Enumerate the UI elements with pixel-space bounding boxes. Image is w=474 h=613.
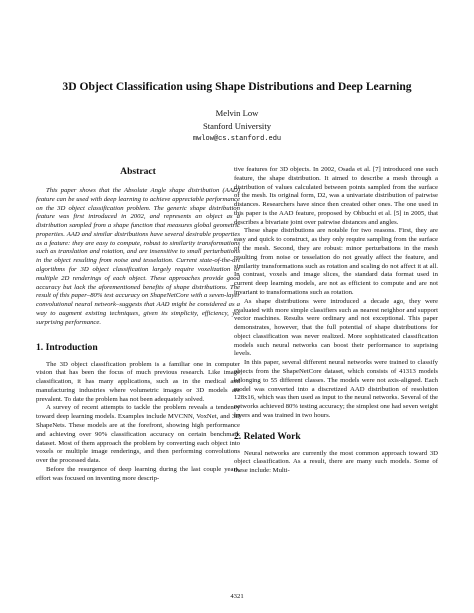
author-affiliation: Stanford University [202, 121, 272, 131]
related-work-paragraph: Neural networks are currently the most common approach toward 3D object classification. As a result, there are many such models. Some of these include: Multi- [234, 449, 438, 475]
intro-paragraph: The 3D object classification problem is a familiar one in computer vision that has been the focus of much previous research. Like image classification, it has many applications, such as in the medical and manufacturing industries where volumetric images or 3D models are prevalent. To date the problem has not been adequately solved. [36, 360, 240, 403]
abstract-text: This paper shows that the Absolute Angle shape distribution (AAD) feature can be used with deep learning to achieve appreciable performance on the 3D object classification problem. The generic shape distribution feature was first introduced in 2002, and represents an object as a distribution sampled from a shape function that measures global geometric properties. AAD and similar distributions have several desirable properties as a feature: they are easy to compute, robust to similarity transformations such as translation and rotation, and are insensitive to small perturbations in the object resulting from noise and tesselation. Current state-of-the-art algorithms for 3D object classification largely require voxelization or multiple 2D renderings of each object. These approaches provide good accuracy but lack the aforementioned benefits of shape distributions. The result of this paper–80% test accuracy on ShapeNetCore with a seven-layer convolutional neural network–suggests that AAD might be considered as a way to augment existing techniques, given its simplicity, efficiency, yet surprising performance. [36, 187, 240, 326]
introduction-heading: 1. Introduction [36, 341, 98, 353]
intro-paragraph: A survey of recent attempts to tackle the problem reveals a tendency toward deep learning models. Examples include MVCNN, VoxNet, and 3D ShapeNets. These models are at the forefront, showing high performance and achieving over 90% classification accuracy on certain benchmark dataset. Most of them approach the problem by converting each object into voxels or multiple image renderings, and then performing convolutions over the processed data. [36, 404, 240, 465]
page-number: 4321 [230, 593, 244, 600]
body-paragraph: In this paper, several different neural networks were trained to classify objects from the ShapeNetCore dataset, which consists of 41313 models belonging to 55 different classes. The models were not axis-aligned. Each model was converted into a discretized AAD distribution of resolution 128x16, which was then used as input to the neural networks. Several of the networks achieved 80% testing accuracy; the simplest one had seven weight layers and was trained in two hours. [234, 359, 438, 419]
author-email: mwlow@cs.stanford.edu [192, 135, 282, 143]
body-paragraph: tive features for 3D objects. In 2002, Osada et al. [7] introduced one such feature, the shape distribution. It aimed to describe a mesh through a distribution of values calculated between points sampled from the surface of the mesh. Its original form, D2, was a univariate distribution of pairwise distances. Researchers have since then created other ones. The one used in this paper is the AAD feature, proposed by Ohbuchi et al. [5] in 2005, that describes a bivariate joint over pairwise distances and angles. [234, 166, 438, 226]
body-paragraph: As shape distributions were introduced a decade ago, they were evaluated with more simple classifiers such as nearest neighbor and support vector machines. Results were ordinary and not exceptional. This paper demonstrates, however, that the full potential of shape distributions for object classification was never realized. More sophisticated classification models such neural networks can boost their performance to suprising levels. [234, 297, 438, 358]
left-column [36, 166, 240, 483]
paper-title: 3D Object Classification using Shape Distributions and Deep Learning [62, 80, 412, 93]
body-paragraph: These shape distributions are notable for two reasons. First, they are easy and quick to construct, as they only require sampling from the surface of the mesh. Second, they are robust: minor perturbations in the mesh resulting from noise or tesselation do not greatly affect the feature, and similarity transformations such as rotation and scaling do not affect it at all. In contrast, voxels and image slices, the standard data format used in current deep learning models, are not as efficient to compute and are not invariant to transformations such as rotation. [234, 227, 438, 296]
right-column [234, 166, 438, 476]
related-work-heading: 2. Related Work [234, 430, 301, 442]
abstract-heading: Abstract [120, 166, 156, 177]
intro-paragraph: Before the resurgence of deep learning during the last couple years, effort was focused on inventing more descrip- [36, 465, 240, 482]
author-name: Melvin Low [215, 108, 259, 118]
